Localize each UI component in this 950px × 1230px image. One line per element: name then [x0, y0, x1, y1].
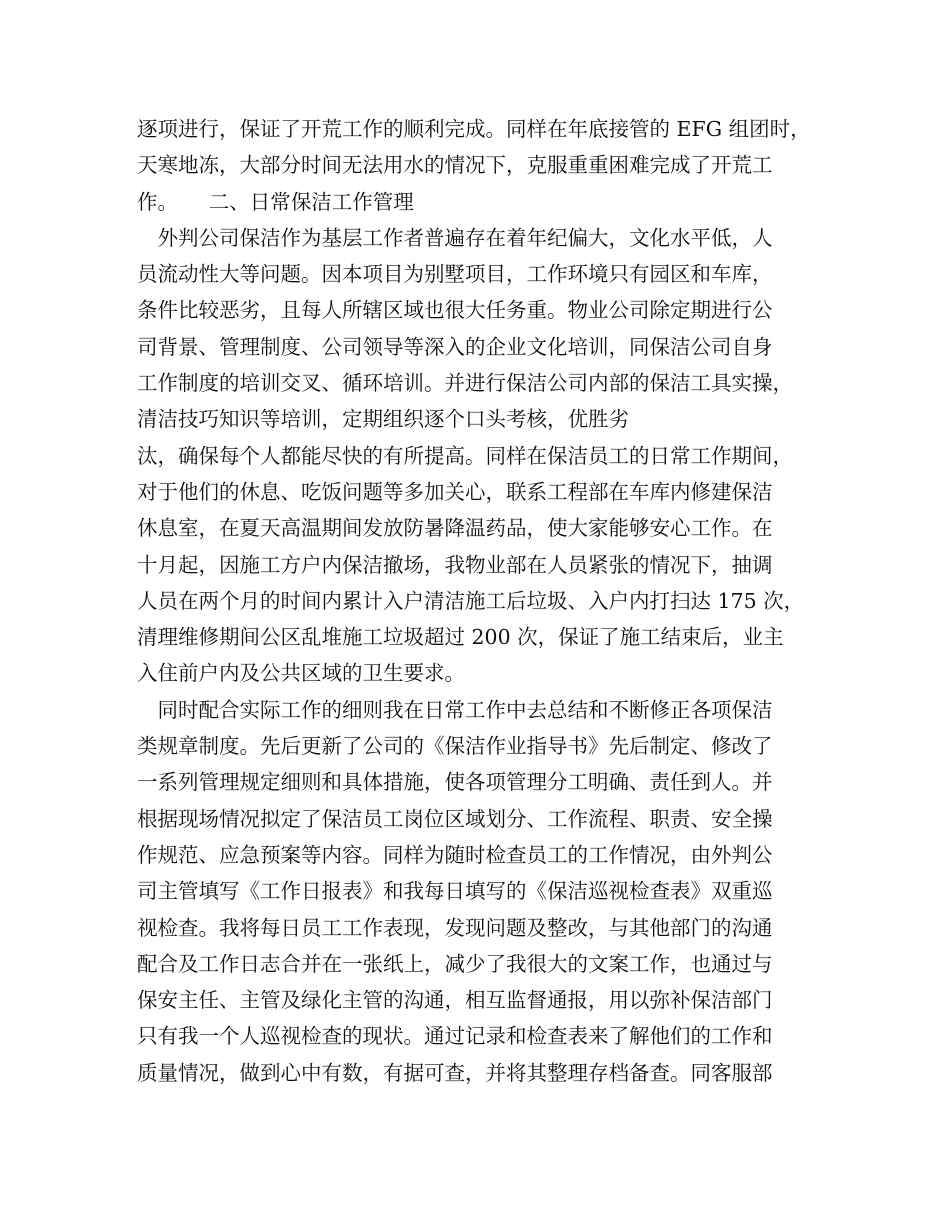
text-line: 逐项进行，保证了开荒工作的顺利完成。同样在年底接管的 EFG 组团时， [137, 117, 811, 141]
document-body [137, 111, 827, 1091]
text-line: 视检查。我将每日员工工作表现，发现问题及整改，与其他部门的沟通 [137, 915, 773, 940]
text-line: 休息室，在夏天高温期间发放防暑降温药品，使大家能够安心工作。在 [137, 516, 773, 541]
text-line: 十月起，因施工方户内保洁撤场，我物业部在人员紧张的情况下，抽调 [137, 552, 773, 577]
section-heading-line: 作。 二、日常保洁工作管理 [137, 189, 414, 214]
text-line: 类规章制度。先后更新了公司的《保洁作业指导书》先后制定、修改了 [137, 734, 773, 759]
text-line: 天寒地冻，大部分时间无法用水的情况下，克服重重困难完成了开荒工 [137, 153, 773, 178]
text-line: 质量情况，做到心中有数，有据可查，并将其整理存档备查。同客服部 [137, 1060, 773, 1085]
text-line: 只有我一个人巡视检查的现状。通过记录和检查表来了解他们的工作和 [137, 1024, 773, 1049]
text-line: 根据现场情况拟定了保洁员工岗位区域划分、工作流程、职责、安全操 [137, 806, 773, 831]
text-line: 条件比较恶劣，且每人所辖区域也很大任务重。物业公司除定期进行公 [137, 298, 773, 323]
text-line: 保安主任、主管及绿化主管的沟通，相互监督通报，用以弥补保洁部门 [137, 988, 773, 1013]
text-line: 司主管填写《工作日报表》和我每日填写的《保洁巡视检查表》双重巡 [137, 879, 773, 904]
text-line: 配合及工作日志合并在一张纸上，减少了我很大的文案工作，也通过与 [137, 951, 773, 976]
text-line: 清洁技巧知识等培训，定期组织逐个口头考核，优胜劣 [137, 407, 629, 432]
text-line: 司背景、管理制度、公司领导等深入的企业文化培训，同保洁公司自身 [137, 334, 773, 359]
text-line: 外判公司保洁作为基层工作者普遍存在着年纪偏大，文化水平低，人 [137, 225, 773, 250]
text-line: 一系列管理规定细则和具体措施，使各项管理分工明确、责任到人。并 [137, 770, 773, 795]
text-line: 对于他们的休息、吃饭问题等多加关心，联系工程部在车库内修建保洁 [137, 479, 773, 504]
text-line: 工作制度的培训交叉、循环培训。并进行保洁公司内部的保洁工具实操， [137, 371, 793, 396]
text-line: 员流动性大等问题。因本项目为别墅项目，工作环境只有园区和车库， [137, 262, 773, 287]
text-line: 作规范、应急预案等内容。同样为随时检查员工的工作情况，由外判公 [137, 842, 773, 867]
text-line: 人员在两个月的时间内累计入户清洁施工后垃圾、入户内打扫达 175 次， [137, 588, 805, 613]
text-line: 汰，确保每个人都能尽快的有所提高。同样在保洁员工的日常工作期间， [137, 443, 793, 468]
text-line: 同时配合实际工作的细则我在日常工作中去总结和不断修正各项保洁 [137, 697, 773, 722]
text-line: 清理维修期间公区乱堆施工垃圾超过 200 次，保证了施工结束后，业主 [137, 625, 784, 650]
text-line: 入住前户内及公共区域的卫生要求。 [137, 661, 465, 686]
